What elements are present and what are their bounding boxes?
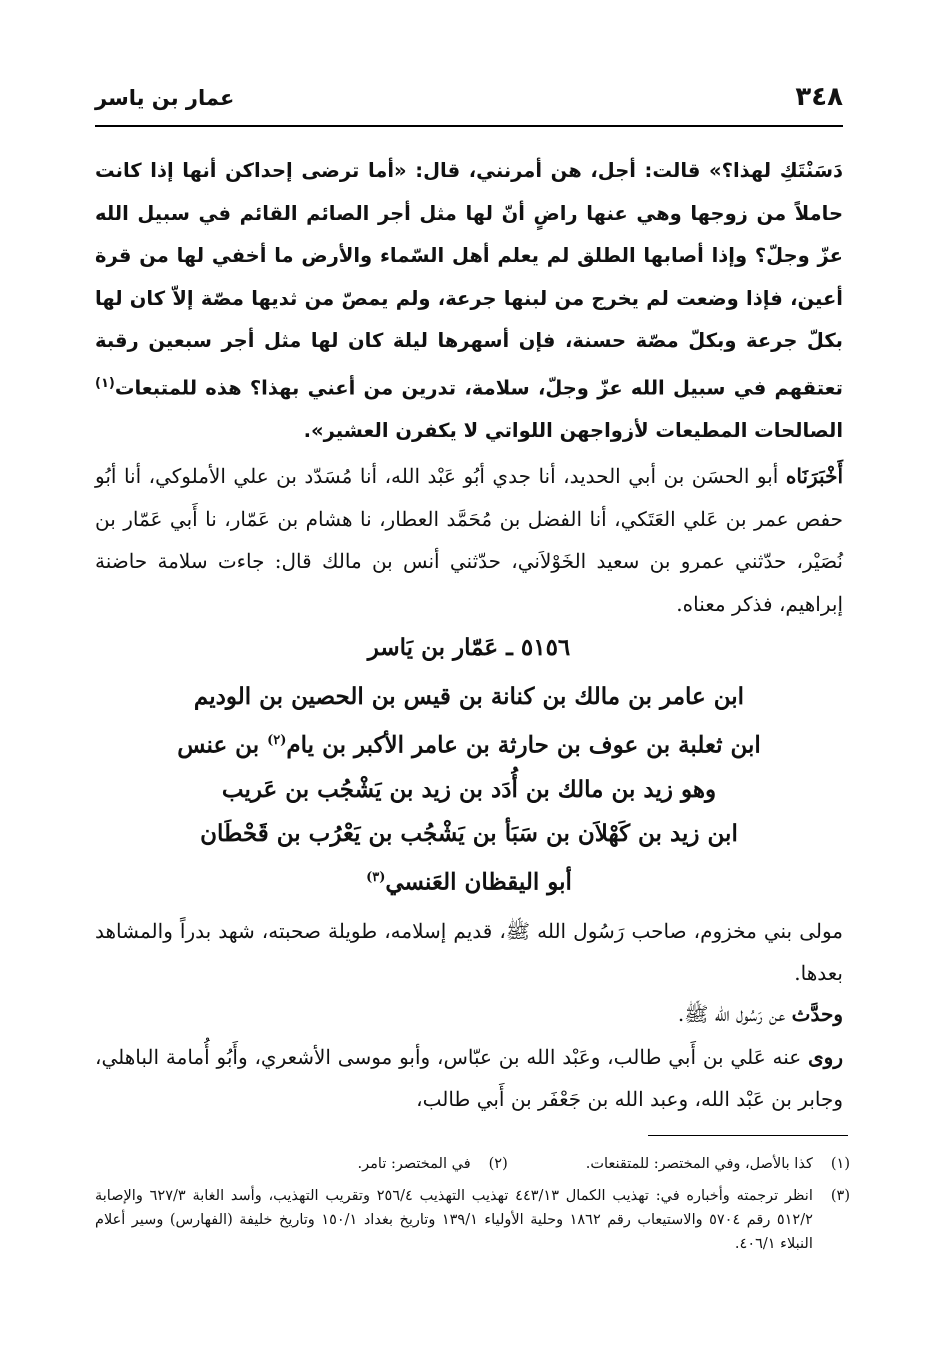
paragraph-text: دَسَنْتَكِ لهذا؟» قالت: أجل، هن أمرنني، قال: «أما ترضى إحداكن أنها إذا كانت حاملاً من زوجها وهي عنها راضٍ أنّ لها مثل أجر الصائم القائم في سبيل الله عزّ وجلّ؟ وإذا أصابها الطلق لم يعلم أهل السّماء والأرض ما أخفي لها من قرة أعين، فإذا وضعت لم يخرج من لبنها جرعة، ولم يمصّ من ثديها مصّة إلاّ كان لها بكلّ جرعة وبكلّ مصّة حسنة، فإن أسهرها ليلة كان لها مثل أجر سبعين رقبة تعتقهم في سبيل الله عزّ وجلّ، سلامة، تدرين من أعني بهذا؟ هذه للمتبعات	[95, 159, 843, 399]
entry-lineage	[120, 675, 818, 904]
footnote-text: في المختصر: تامر.	[357, 1156, 471, 1172]
paragraph-narrated	[95, 993, 843, 1035]
lineage-line-text: أبو اليقظان العَنسي	[385, 868, 572, 896]
page-header	[95, 80, 843, 120]
header-divider	[95, 125, 843, 127]
footnote-text: انظر ترجمته وأخباره في: تهذيب الكمال ٤٤٣/١٣ تهذيب التهذيب ٢٥٦/٤ وتقريب التهذيب، وأسد الغابة ٦٢٧/٣ والإصابة ٥١٢/٢ رقم ٥٧٠٤ والاستيعاب رقم ١٨٦٢ وحلية الأولياء ١٣٩/١ وتاريخ بغداد ١٥٠/١ وتاريخ خليفة (الفهارس) وسير أعلام النبلاء ٤٠٦/١.	[95, 1188, 813, 1252]
running-title: عمار بن ياسر	[95, 86, 235, 110]
paragraph-lead-word: وحدَّث	[791, 1002, 843, 1026]
paragraph-biography: مولى بني مخزوم، صاحب رَسُول الله ﷺ، قديم إسلامه، طويلة صحبته، شهد بدراً والمشاهد بعدها.	[95, 919, 843, 985]
footnote-marker-1: (١)	[95, 375, 115, 391]
paragraph-text: عن رَسُول الله ﷺ.	[677, 1002, 792, 1026]
paragraph-text-end: الصالحات المطيعات لأزواجهن اللواتي لا يكفرن العشير».	[303, 418, 843, 442]
lineage-line-text: ابن ثعلبة بن عوف بن حارثة بن عامر الأكبر بن يام	[286, 731, 761, 759]
paragraph-lead-word: أَخْبَرَنَاه	[785, 464, 844, 488]
lineage-line-tail: بن عنس	[177, 731, 268, 759]
footnote-number: (١)	[830, 1156, 850, 1172]
lineage-line	[120, 719, 818, 768]
footnote-marker-3: (٣)	[366, 869, 386, 885]
entry-title: ٥١٥٦ ـ عَمّار بن يَاسر	[367, 634, 571, 661]
lineage-line: ابن زيد بن كَهْلاَن بن سَبَأ بن يَشْجُب بن يَعْرُب بن قَحْطَان	[200, 819, 738, 847]
paragraph-hadith-text	[95, 150, 843, 452]
footnote-number: (٢)	[488, 1156, 508, 1172]
paragraph-text: عنه عَلي بن أَبي طالب، وعَبْد الله بن عبّاس، وأبو موسى الأشعري، وأَبُو أُمامة الباهلي، وجابر بن عَبْد الله، وعبد الله بن جَعْفَر بن أَبي طالب،	[95, 1045, 843, 1111]
footnotes	[95, 1152, 850, 1256]
paragraph-narrators	[95, 1036, 843, 1120]
footnote-marker-2: (٢)	[267, 733, 287, 748]
footnote-row	[95, 1152, 850, 1176]
footnote-text: كذا بالأصل، وفي المختصر: للمتقنعات.	[585, 1156, 813, 1172]
footnote-row	[95, 1184, 850, 1256]
page-number: ٣٤٨	[795, 82, 843, 112]
footnote-number: (٣)	[830, 1188, 850, 1204]
lineage-line	[120, 856, 818, 905]
lineage-line: وهو زيد بن مالك بن أُدَد بن زيد بن يَشْجُب بن عَريب	[221, 775, 717, 803]
lineage-line: ابن عامر بن مالك بن كنانة بن قيس بن الحصين بن الوديم	[193, 683, 745, 710]
paragraph-text: أبو الحسَن بن أبي الحديد، أنا جدي أبُو عَبْد الله، أنا مُسَدّد بن علي الأملوكي، أنا أبُو حفص عمر بن عَلي العَتَكي، أنا الفضل بن مُحَمَّد العطار، نا هشام بن عَمّار، نا أَبي عَمّار بن نُصَيْر، حدّثني عمرو بن سعيد الخَوْلاَني، حدّثني أنس بن مالك قال: جاءت سلامة حاضنة إبراهيم، فذكر معناه.	[95, 464, 843, 616]
paragraph-lead-word: روى	[808, 1045, 843, 1069]
paragraph-isnad	[95, 455, 843, 625]
footnote-divider	[648, 1135, 848, 1136]
